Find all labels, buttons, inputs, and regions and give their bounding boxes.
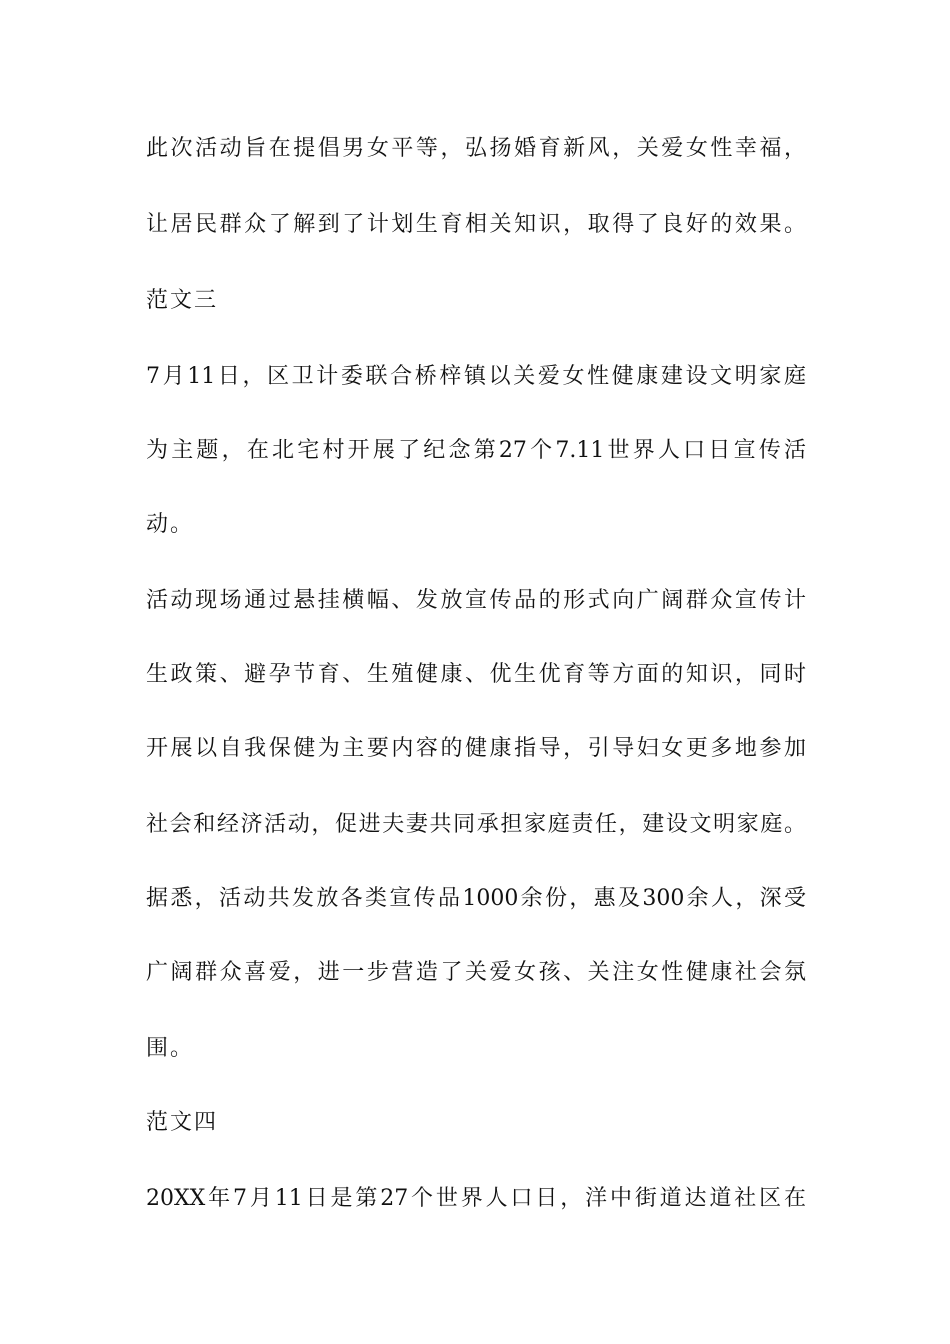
section-heading: 范文四 (146, 1110, 219, 1135)
text-line: 动。 (146, 512, 195, 537)
text-line: 活动现场通过悬挂横幅、发放宣传品的形式向广阔群众宣传计 (146, 588, 806, 613)
text-line: 广阔群众喜爱，进一步营造了关爱女孩、关注女性健康社会氛 (146, 960, 806, 985)
section-heading: 范文三 (146, 288, 219, 313)
text-line: 7月11日，区卫计委联合桥梓镇以关爱女性健康建设文明家庭 (146, 364, 806, 389)
text-line: 围。 (146, 1036, 195, 1061)
text-line: 让居民群众了解到了计划生育相关知识，取得了良好的效果。 (146, 212, 806, 237)
text-line: 社会和经济活动，促进夫妻共同承担家庭责任，建设文明家庭。 (146, 812, 806, 837)
text-line: 生政策、避孕节育、生殖健康、优生优育等方面的知识，同时 (146, 662, 806, 687)
text-line: 此次活动旨在提倡男女平等，弘扬婚育新风，关爱女性幸福， (146, 136, 806, 161)
text-line: 据悉，活动共发放各类宣传品1000余份，惠及300余人，深受 (146, 886, 806, 911)
text-line: 为主题，在北宅村开展了纪念第27个7.11世界人口日宣传活 (146, 438, 806, 463)
text-line: 开展以自我保健为主要内容的健康指导，引导妇女更多地参加 (146, 736, 806, 761)
text-line: 20XX年7月11日是第27个世界人口日，洋中街道达道社区在 (146, 1186, 806, 1211)
